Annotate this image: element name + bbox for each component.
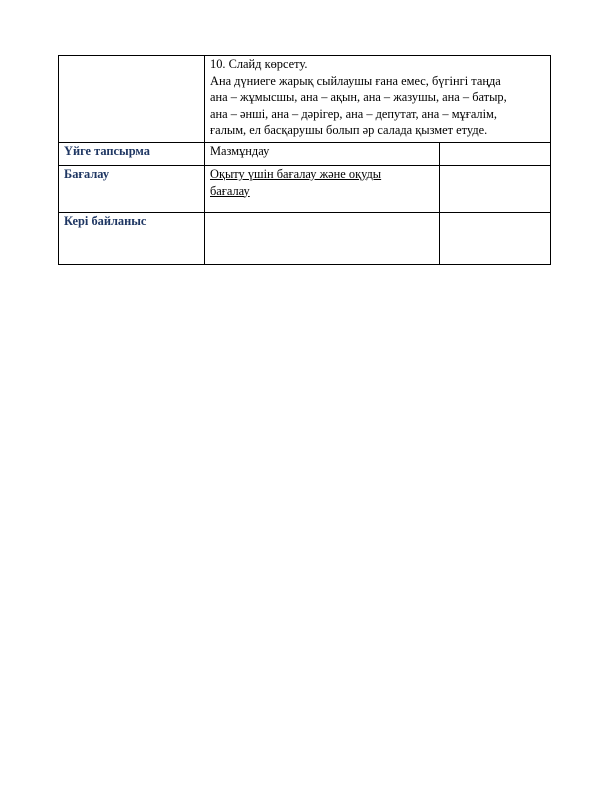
slide-text-line-3: ана – әнші, ана – дәрігер, ана – депутат, ана – мұғалім, bbox=[210, 106, 497, 121]
slide-title: 10. Слайд көрсету. bbox=[210, 57, 308, 71]
table-row-evaluation bbox=[59, 166, 551, 213]
homework-content: Мазмұндау bbox=[205, 143, 440, 166]
empty-cell bbox=[59, 56, 205, 143]
evaluation-text-line-1: Оқыту үшін бағалау және оқуды bbox=[210, 167, 382, 181]
lesson-plan-table bbox=[58, 55, 551, 265]
table-row-feedback bbox=[59, 213, 551, 265]
table-row-homework bbox=[59, 143, 551, 166]
empty-cell bbox=[440, 143, 551, 166]
homework-label: Үйге тапсырма bbox=[59, 143, 205, 166]
feedback-label: Кері байланыс bbox=[59, 213, 205, 265]
empty-cell bbox=[440, 213, 551, 265]
evaluation-text-line-2: бағалау bbox=[210, 183, 250, 198]
slide-text-line-1: Ана дүниеге жарық сыйлаушы ғана емес, бүгінгі таңда bbox=[210, 73, 501, 88]
empty-cell bbox=[205, 213, 440, 265]
slide-content-cell bbox=[205, 56, 551, 143]
evaluation-label: Бағалау bbox=[59, 166, 205, 213]
empty-cell bbox=[440, 166, 551, 213]
slide-text-line-2: ана – жұмысшы, ана – ақын, ана – жазушы, ана – батыр, bbox=[210, 90, 507, 104]
table-row-slide bbox=[59, 56, 551, 143]
slide-text-line-4: ғалым, ел басқарушы болып әр салада қызмет етуде. bbox=[210, 123, 488, 137]
evaluation-content bbox=[205, 166, 440, 213]
